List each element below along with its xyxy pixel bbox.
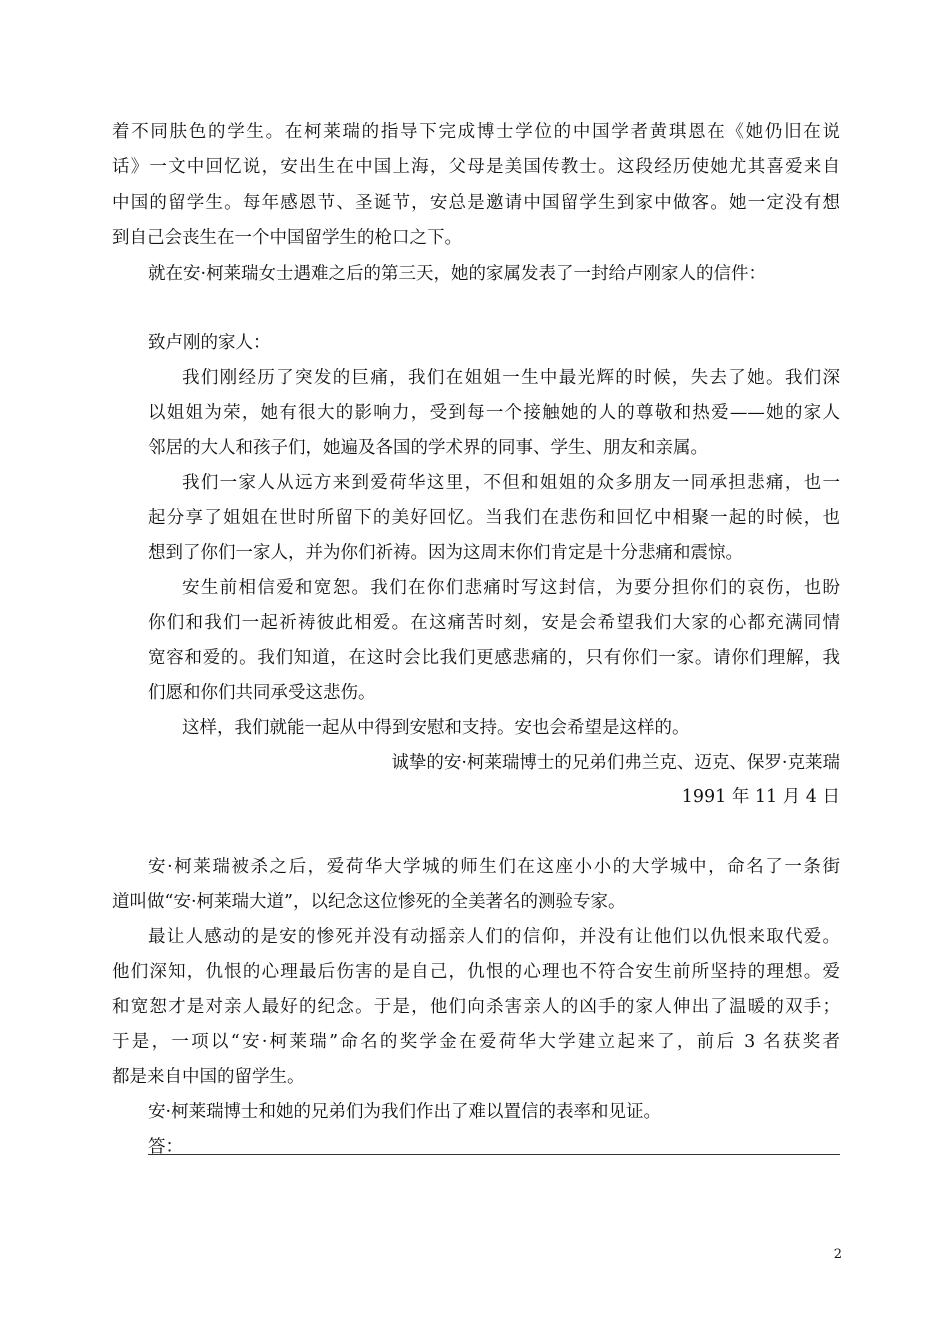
paragraph-line: 最让人感动的是安的惨死并没有动摇亲人们的信仰，并没有让他们以仇恨来取代爱。 [148,927,840,947]
letter-line: 想到了你们一家人，并为你们祈祷。因为这周末你们肯定是十分悲痛和震惊。 [148,543,743,563]
letter-line: 你们和我们一起祈祷彼此相爱。在这痛苦时刻，安是会希望我们大家的心都充满同情 [148,613,840,633]
paragraph-line: 和宽恕才是对亲人最好的纪念。于是，他们向杀害亲人的凶手的家人伸出了温暖的双手； [112,997,840,1017]
letter-line: 以姐姐为荣，她有很大的影响力，受到每一个接触她的人的尊敬和热爱——她的家人 [148,403,840,423]
letter-line: 安生前相信爱和宽恕。我们在你们悲痛时写这封信，为要分担你们的哀伤，也盼 [182,578,840,598]
letter-line: 这样，我们就能一起从中得到安慰和支持。安也会希望是这样的。 [182,718,690,738]
paragraph-line: 道叫做“安·柯莱瑞大道”，以纪念这位惨死的全美著名的测验专家。 [112,892,626,912]
letter-line: 我们刚经历了突发的巨痛，我们在姐姐一生中最光辉的时候，失去了她。我们深 [182,368,840,388]
paragraph-line: 他们深知，仇恨的心理最后伤害的是自己，仇恨的心理也不符合安生前所坚持的理想。爱 [112,962,840,982]
letter-date: 1991 年 11 月 4 日 [681,787,840,807]
paragraph-line: 安·柯莱瑞被杀之后，爱荷华大学城的师生们在这座小小的大学城中，命名了一条街 [148,857,840,877]
paragraph-line: 中国的留学生。每年感恩节、圣诞节，安总是邀请中国留学生到家中做客。她一定没有想 [112,193,840,213]
paragraph-line: 到自己会丧生在一个中国留学生的枪口之下。 [112,228,462,248]
paragraph-line: 话》一文中回忆说，安出生在中国上海，父母是美国传教士。这段经历使她尤其喜爱来自 [112,157,840,177]
paragraph-line: 于是，一项以“安·柯莱瑞”命名的奖学金在爱荷华大学建立起来了，前后 3 名获奖者 [112,1032,840,1052]
letter-line: 宽容和爱的。我们知道，在这时会比我们更感悲痛的，只有你们一家。请你们理解，我 [148,648,840,668]
paragraph-line: 就在安·柯莱瑞女士遇难之后的第三天，她的家属发表了一封给卢刚家人的信件： [148,264,767,284]
letter-signature: 诚挚的安·柯莱瑞博士的兄弟们弗兰克、迈克、保罗·克莱瑞 [391,753,840,773]
answer-line [148,1154,840,1155]
page-number: 2 [833,1247,842,1262]
paragraph-line: 都是来自中国的留学生。 [112,1067,305,1087]
letter-line: 起分享了姐姐在世时所留下的美好回忆。当我们在悲伤和回忆中相聚一起的时候，也 [148,508,840,528]
paragraph-line: 安·柯莱瑞博士和她的兄弟们为我们作出了难以置信的表率和见证。 [148,1102,662,1122]
letter-salutation: 致卢刚的家人： [148,333,271,353]
letter-line: 我们一家人从远方来到爱荷华这里，不但和姐姐的众多朋友一同承担悲痛，也一 [182,473,840,493]
paragraph-line: 着不同肤色的学生。在柯莱瑞的指导下完成博士学位的中国学者黄琪恩在《她仍旧在说 [112,122,840,142]
answer-label: 答： [148,1137,183,1157]
letter-line: 们愿和你们共同承受这悲伤。 [148,683,376,703]
letter-line: 邻居的大人和孩子们，她遍及各国的学术界的同事、学生、朋友和亲属。 [148,438,708,458]
